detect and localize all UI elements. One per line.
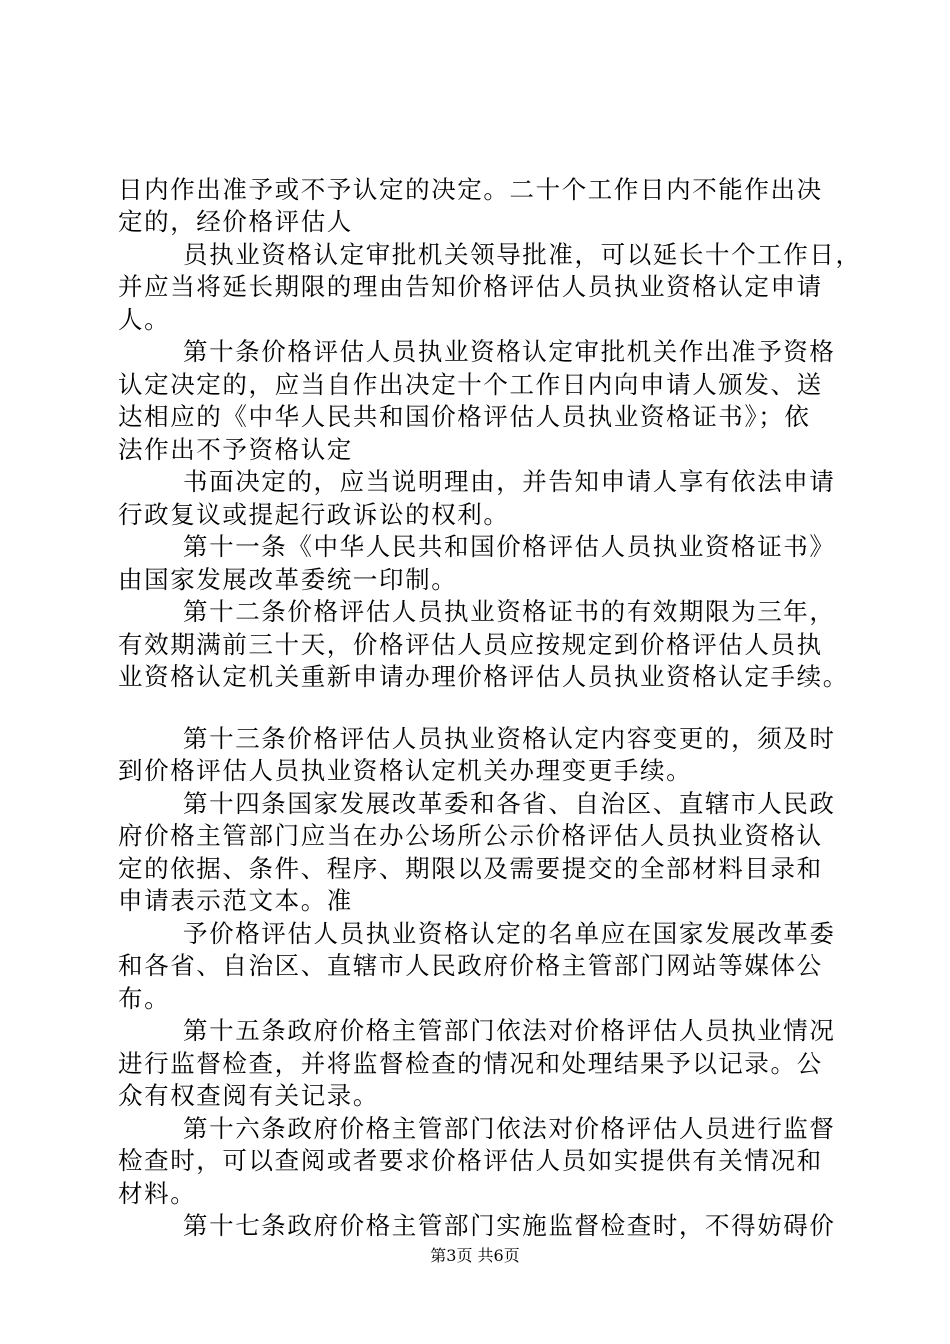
- body-line: 第十一条《中华人民共和国价格评估人员执业资格证书》: [183, 532, 836, 561]
- body-line: 第十四条国家发展改革委和各省、自治区、直辖市人民政: [183, 789, 836, 818]
- body-line: 第十二条价格评估人员执业资格证书的有效期限为三年，: [183, 597, 836, 626]
- body-line: 法作出不予资格认定: [118, 435, 353, 464]
- body-line: 认定决定的，应当自作出决定十个工作日内向申请人颁发、送: [118, 370, 823, 399]
- body-line: 材料。: [118, 1179, 197, 1208]
- body-line: 并应当将延长期限的理由告知价格评估人员执业资格认定申请: [118, 272, 823, 301]
- body-line: 员执业资格认定审批机关领导批准，可以延长十个工作日，: [183, 240, 862, 269]
- body-line: 布。: [118, 984, 171, 1013]
- body-line: 有效期满前三十天，价格评估人员应按规定到价格评估人员执: [118, 630, 823, 659]
- body-line: 第十七条政府价格主管部门实施监督检查时，不得妨碍价: [183, 1211, 836, 1240]
- body-line: 予价格评估人员执业资格认定的名单应在国家发展改革委: [183, 919, 836, 948]
- body-line: 行政复议或提起行政诉讼的权利。: [118, 500, 510, 529]
- body-line: 和各省、自治区、直辖市人民政府价格主管部门网站等媒体公: [118, 951, 823, 980]
- body-line: 人。: [118, 305, 171, 334]
- body-line: 府价格主管部门应当在办公场所公示价格评估人员执业资格认: [118, 821, 823, 850]
- page-number-footer: 第3页 共6页: [430, 1246, 520, 1265]
- body-line: 第十六条政府价格主管部门依法对价格评估人员进行监督: [183, 1114, 836, 1143]
- body-line: 由国家发展改革委统一印制。: [118, 565, 458, 594]
- body-line: 进行监督检查，并将监督检查的情况和处理结果予以记录。公: [118, 1049, 823, 1078]
- body-line: 第十三条价格评估人员执业资格认定内容变更的，须及时: [183, 724, 836, 753]
- body-line: 书面决定的，应当说明理由，并告知申请人享有依法申请: [183, 467, 836, 496]
- body-line: 第十条价格评估人员执业资格认定审批机关作出准予资格: [183, 337, 836, 366]
- body-line: 众有权查阅有关记录。: [118, 1081, 379, 1110]
- body-line: 到价格评估人员执业资格认定机关办理变更手续。: [118, 756, 693, 785]
- body-line: 定的依据、条件、程序、期限以及需要提交的全部材料目录和: [118, 854, 823, 883]
- body-line: 申请表示范文本。准: [118, 886, 353, 915]
- body-line: 业资格认定机关重新申请办理价格评估人员执业资格认定手续。: [118, 662, 849, 691]
- body-line: 日内作出准予或不予认定的决定。二十个工作日内不能作出决: [118, 175, 823, 204]
- body-line: 第十五条政府价格主管部门依法对价格评估人员执业情况: [183, 1016, 836, 1045]
- body-line: 定的，经价格评估人: [118, 207, 353, 236]
- body-line: 达相应的《中华人民共和国价格评估人员执业资格证书》；依: [118, 402, 811, 431]
- body-line: 检查时，可以查阅或者要求价格评估人员如实提供有关情况和: [118, 1146, 823, 1175]
